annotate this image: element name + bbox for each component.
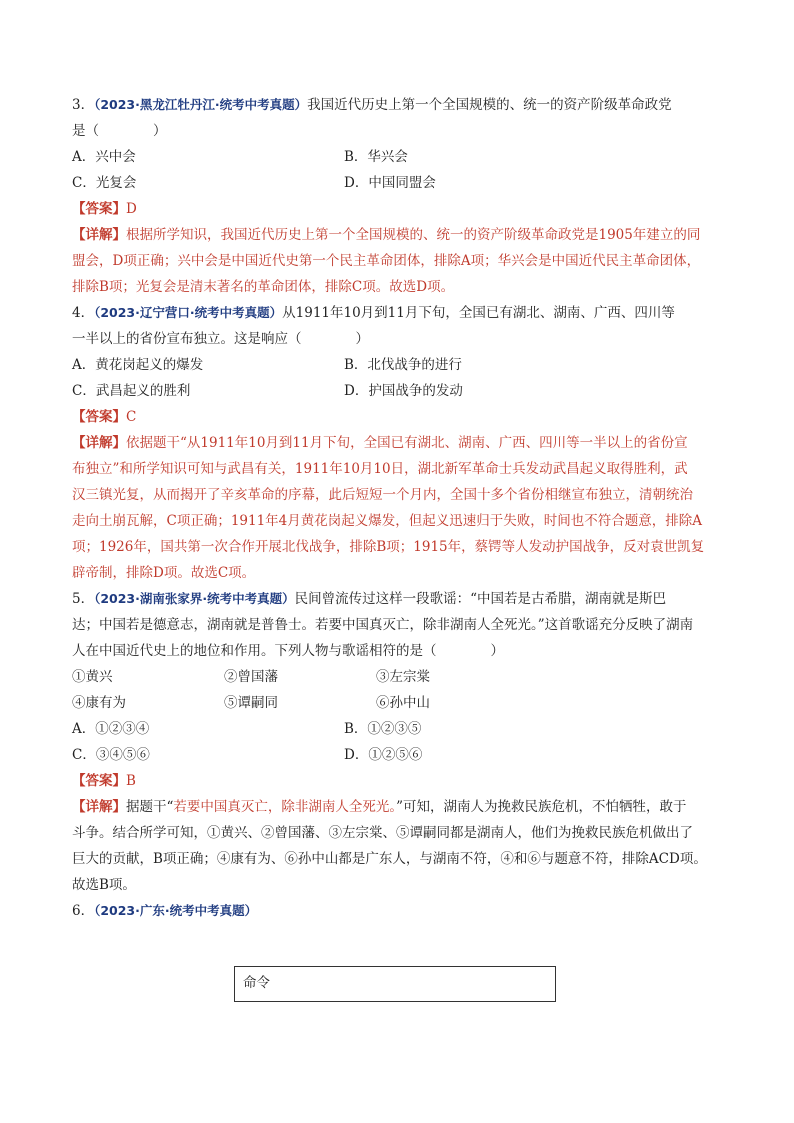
q3-option-d: D．中国同盟会 bbox=[344, 175, 436, 191]
q4-answer: 【答案】C bbox=[72, 409, 137, 425]
q3-stem-line2: 是（ ） bbox=[72, 123, 167, 139]
q4-source: （2023·辽宁营口·统考中考真题） bbox=[94, 305, 283, 320]
q4-options-row1 bbox=[72, 352, 724, 378]
q5-detail-line1: 【详解】据题干“若要中国真灭亡，除非湖南人全死光。”可知，湖南人为挽救民族危机，不怕牺牲，敢于 bbox=[72, 799, 687, 815]
q4-stem-line2: 一半以上的省份宣布独立。这是响应（ ） bbox=[72, 331, 369, 347]
q4-options-row2 bbox=[72, 378, 724, 404]
q4-option-b: B．北伐战争的进行 bbox=[344, 357, 462, 373]
q5-person-2: ②曾国藩 bbox=[224, 669, 278, 685]
document-page bbox=[72, 92, 724, 924]
q3-stem-line1: 3．（2023·黑龙江牡丹江·统考中考真题）我国近代历史上第一个全国规模的、统一的资产阶级革命政党 bbox=[72, 97, 672, 113]
q6-source: （2023·广东·统考中考真题） bbox=[94, 903, 258, 918]
q3-options-row1 bbox=[72, 144, 724, 170]
q4-detail-line4: 走向土崩瓦解，C项正确；1911年4月黄花岗起义爆发，但起义迅速归于失败，时间也不符合题意，排除A bbox=[72, 513, 703, 529]
q4-detail-line1: 【详解】依据题干“从1911年10月到11月下旬，全国已有湖北、湖南、广西、四川等一半以上的省份宣 bbox=[72, 435, 688, 451]
q4-detail-line6: 辟帝制，排除D项。故选C项。 bbox=[72, 565, 256, 581]
q5-stem-line2: 达；中国若是德意志，湖南就是普鲁士。若要中国真灭亡，除非湖南人全死光。”这首歌谣充分反映了湖南 bbox=[72, 617, 694, 633]
q5-detail-line2: 斗争。结合所学可知，①黄兴、②曾国藩、③左宗棠、⑤谭嗣同都是湖南人，他们为挽救民族危机做出了 bbox=[72, 825, 693, 841]
q5-people-row1 bbox=[72, 664, 724, 690]
q6-stem-line1: 6．（2023·广东·统考中考真题） bbox=[72, 903, 258, 919]
q4-detail-line5: 项；1926年，国共第一次合作开展北伐战争，排除B项；1915年，蔡锷等人发动护国战争，反对袁世凯复 bbox=[72, 539, 705, 555]
q3-detail-line1: 【详解】根据所学知识，我国近代历史上第一个全国规模的、统一的资产阶级革命政党是1905年建立的同 bbox=[72, 227, 701, 243]
q3-option-a: A．兴中会 bbox=[72, 149, 136, 165]
q4-option-d: D．护国战争的发动 bbox=[344, 383, 463, 399]
q4-stem-line1: 4．（2023·辽宁营口·统考中考真题）从1911年10月到11月下旬，全国已有湖北、湖南、广西、四川等 bbox=[72, 305, 675, 321]
q5-detail-line4: 故选B项。 bbox=[72, 877, 136, 893]
q5-option-d: D．①②⑤⑥ bbox=[344, 747, 423, 763]
q5-stem-line3: 人在中国近代史上的地位和作用。下列人物与歌谣相符的是（ ） bbox=[72, 643, 504, 659]
q5-person-6: ⑥孙中山 bbox=[376, 695, 430, 711]
q4-detail-line3: 汉三镇光复，从而揭开了辛亥革命的序幕，此后短短一个月内，全国十多个省份相继宣布独立，清朝统治 bbox=[72, 487, 693, 503]
q5-option-c: C．③④⑤⑥ bbox=[72, 747, 150, 763]
q3-options-row2 bbox=[72, 170, 724, 196]
q4-detail-line2: 布独立”和所学知识可知与武昌有关，1911年10月10日，湖北新军革命士兵发动武昌起义取得胜利，武 bbox=[72, 461, 688, 477]
q5-detail-line3: 巨大的贡献，B项正确；④康有为、⑥孙中山都是广东人，与湖南不符，④和⑥与题意不符，排除ACD项。 bbox=[72, 851, 707, 867]
q5-person-5: ⑤谭嗣同 bbox=[224, 695, 278, 711]
q5-people-row2 bbox=[72, 690, 724, 716]
q5-stem-line1: 5．（2023·湖南张家界·统考中考真题）民间曾流传过这样一段歌谣：“中国若是古希腊，湖南就是斯巴 bbox=[72, 591, 667, 607]
q5-person-1: ①黄兴 bbox=[72, 669, 113, 685]
q3-detail-line2: 盟会，D项正确；兴中会是中国近代史第一个民主革命团体，排除A项；华兴会是中国近代民主革命团体， bbox=[72, 253, 701, 269]
q3-source: （2023·黑龙江牡丹江·统考中考真题） bbox=[94, 97, 308, 112]
q5-answer: 【答案】B bbox=[72, 773, 136, 789]
q5-option-a: A．①②③④ bbox=[72, 721, 150, 737]
q5-source: （2023·湖南张家界·统考中考真题） bbox=[94, 591, 295, 606]
q3-option-c: C．光复会 bbox=[72, 175, 137, 191]
q4-option-a: A．黄花岗起义的爆发 bbox=[72, 357, 204, 373]
q5-options-row2 bbox=[72, 742, 724, 768]
q5-person-4: ④康有为 bbox=[72, 695, 126, 711]
q3-option-b: B．华兴会 bbox=[344, 149, 408, 165]
q5-person-3: ③左宗棠 bbox=[376, 669, 430, 685]
q4-option-c: C．武昌起义的胜利 bbox=[72, 383, 191, 399]
q6-material-box bbox=[234, 966, 556, 1002]
q6-box-text: 命令 bbox=[243, 975, 270, 991]
q5-options-row1 bbox=[72, 716, 724, 742]
q5-option-b: B．①②③⑤ bbox=[344, 721, 422, 737]
q3-answer: 【答案】D bbox=[72, 201, 137, 217]
q3-detail-line3: 排除B项；光复会是清末著名的革命团体，排除C项。故选D项。 bbox=[72, 279, 455, 295]
